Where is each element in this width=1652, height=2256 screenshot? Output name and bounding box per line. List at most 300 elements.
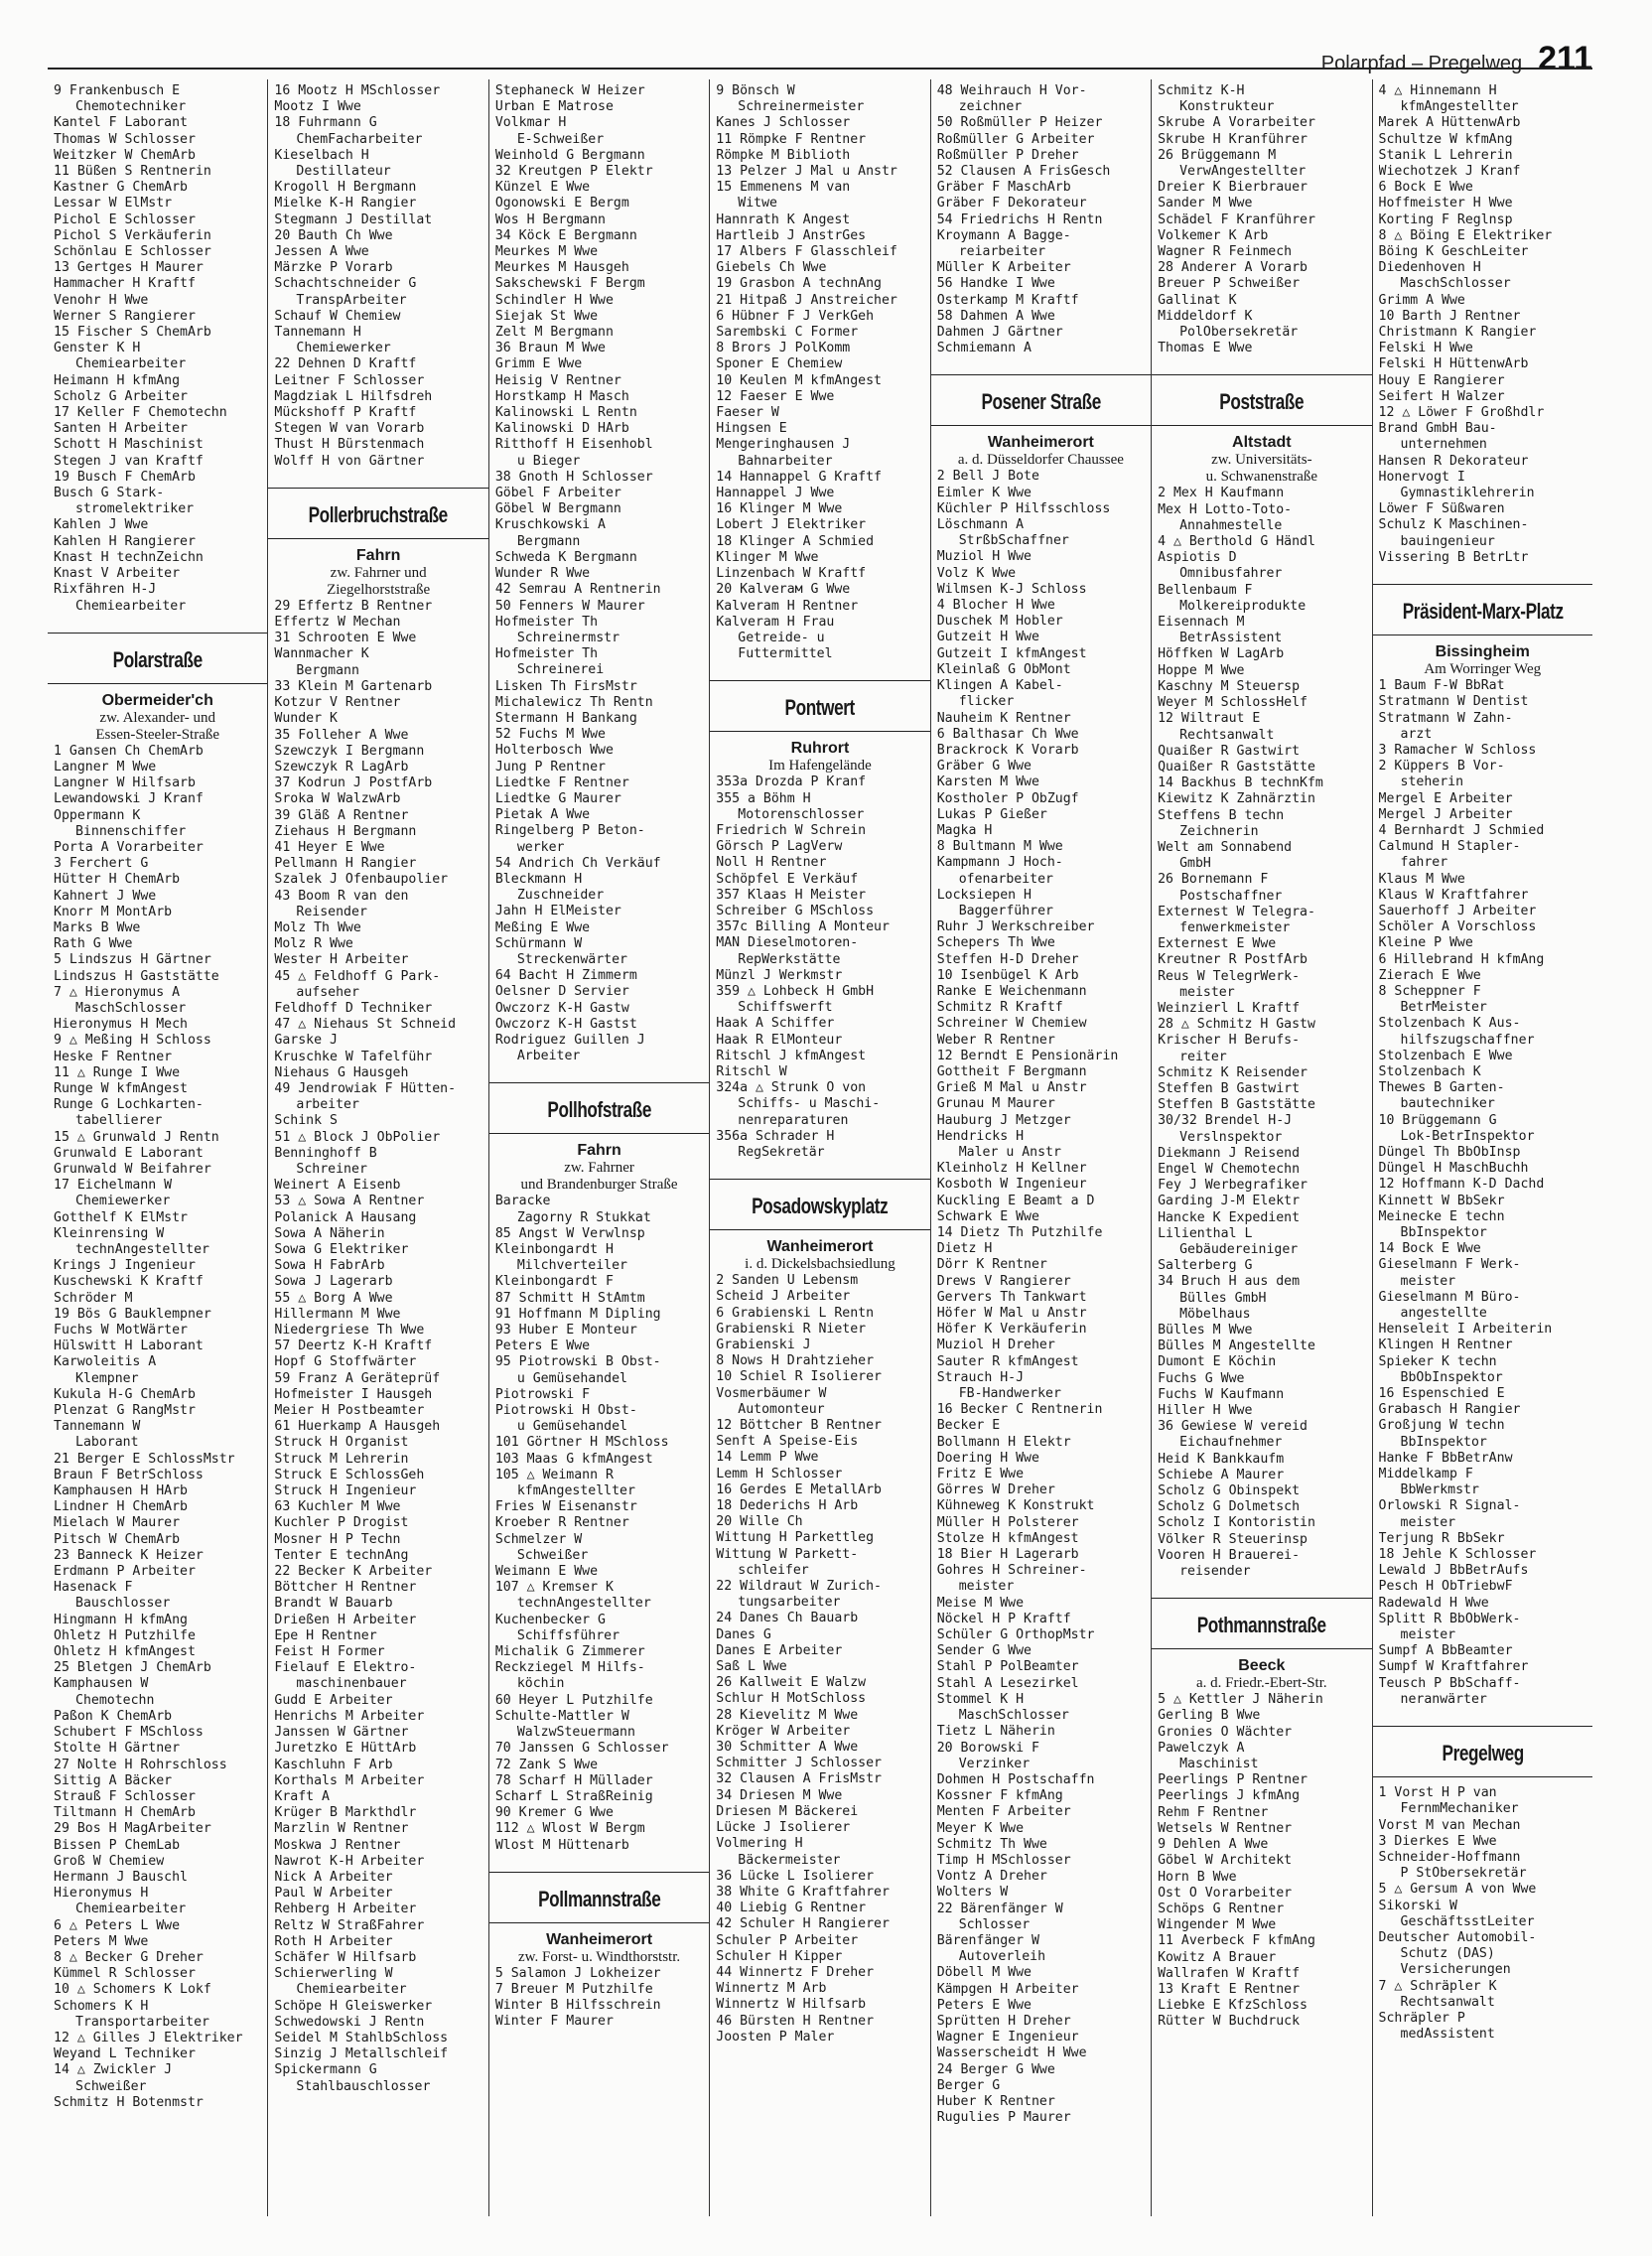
resident-entry-continuation: Motorenschlosser: [738, 806, 865, 822]
resident-entry: Erdmann P Arbeiter: [54, 1564, 196, 1580]
resident-entry: Hermann J Bauschl: [54, 1869, 188, 1885]
resident-entry-continuation: RegSekretär: [738, 1144, 825, 1160]
resident-entry: 16 Gerdes E MetallArb: [716, 1481, 882, 1497]
resident-entry: Diekmann J Reisend: [1158, 1145, 1301, 1161]
resident-entry: Spickermann G: [274, 2062, 377, 2078]
resident-entry: Hofmeister I Hausgeh: [274, 1386, 433, 1402]
resident-entry-continuation: stromelektriker: [75, 501, 195, 517]
resident-entry: Schäfer W Hilfsarb: [274, 1949, 417, 1965]
resident-entry-continuation: Chemiewerker: [75, 1194, 171, 1209]
resident-entry: Lücke J Isolierer: [716, 1820, 851, 1836]
resident-entry: 12 △ Gilles J Elektriker: [54, 2030, 243, 2045]
resident-entry: Kaschluhn F Arb: [274, 1757, 393, 1772]
resident-entry: Sender G Wwe: [936, 1643, 1032, 1659]
directory-column: [489, 79, 710, 2216]
resident-entry-continuation: Getreide- u: [738, 630, 825, 645]
resident-entry: 64 Bacht H Zimmerm: [494, 968, 637, 984]
resident-entry: Lemm H Schlosser: [716, 1466, 843, 1481]
resident-entry: Schulte-Mattler W: [494, 1708, 629, 1724]
resident-entry: 14 Lemm P Wwe: [716, 1450, 819, 1466]
resident-entry-continuation: medAssistent: [1400, 2027, 1495, 2043]
resident-entry: Vosmerbäumer W: [716, 1385, 827, 1401]
resident-entry: Düngel H MaschBuchh: [1378, 1161, 1529, 1177]
resident-entry: Holterbosch Wwe: [494, 743, 614, 759]
resident-entry-continuation: BbObInspektor: [1400, 1369, 1503, 1385]
resident-entry: Danes G: [716, 1626, 771, 1642]
resident-entry: Skrube H Kranführer: [1158, 131, 1308, 147]
resident-entry: Meier H Postbeamter: [274, 1403, 425, 1419]
resident-entry: 50 Fenners W Maurer: [494, 598, 645, 614]
resident-entry: Tietz L Näherin: [936, 1724, 1055, 1740]
resident-entry: 24 Danes Ch Bauarb: [716, 1611, 859, 1626]
district-name: Altstadt: [1232, 434, 1292, 452]
resident-entry: Hannrath K Angest: [716, 212, 851, 227]
resident-entry: Höffken W LagArb: [1158, 646, 1285, 662]
resident-entry: 28 △ Schmitz H Gastw: [1158, 1017, 1315, 1033]
resident-entry: Zelt M Bergmann: [494, 325, 614, 341]
resident-entry: Molz Th Wwe: [274, 919, 361, 935]
resident-entry: Sauerhoff J Arbeiter: [1378, 903, 1537, 918]
resident-entry: Pietak A Wwe: [494, 807, 591, 823]
street-location-note: zw. Universitäts-: [1211, 452, 1312, 469]
directory-column: [1152, 79, 1372, 2216]
resident-entry: 52 Fuchs M Wwe: [494, 727, 606, 743]
resident-entry: Sakschewski F Bergm: [494, 276, 645, 292]
resident-entry: 44 Winnertz F Dreher: [716, 1964, 875, 1980]
resident-entry-continuation: tabellierer: [75, 1113, 163, 1129]
resident-entry: 12 Berndt E Pensionärin: [936, 1048, 1119, 1063]
resident-entry: Düngel Th BbObInsp: [1378, 1144, 1521, 1160]
resident-entry: Stahl P PolBeamter: [936, 1659, 1079, 1675]
resident-entry: 33 Klein M Gartenarb: [274, 678, 433, 694]
resident-entry-continuation: meister: [1400, 1514, 1456, 1530]
resident-entry: 41 Heyer E Wwe: [274, 839, 385, 855]
resident-entry: Knorr M MontArb: [54, 904, 173, 919]
resident-entry: Drießen H Arbeiter: [274, 1612, 417, 1627]
resident-entry: 10 △ Schomers K Lokf: [54, 1982, 211, 1998]
resident-entry: 3 Dierkes E Wwe: [1378, 1833, 1497, 1849]
resident-entry: Karsten M Wwe: [936, 775, 1039, 790]
resident-entry: Peters E Wwe: [494, 1339, 591, 1354]
resident-entry: Wittung H Parkettleg: [716, 1530, 875, 1546]
resident-entry: Kamphausen H HArb: [54, 1483, 188, 1499]
resident-entry: MAN Dieselmotoren-: [716, 935, 859, 951]
resident-entry: 24 Berger G Wwe: [936, 2061, 1055, 2077]
resident-entry: 36 Lücke L Isolierer: [716, 1868, 875, 1884]
resident-entry: Weimann E Wwe: [494, 1564, 599, 1580]
resident-entry: Krüger B Markthdlr: [274, 1805, 417, 1821]
resident-entry-continuation: Autoverleih: [958, 1949, 1046, 1965]
resident-entry: 35 Folleher A Wwe: [274, 727, 409, 743]
resident-entry: 6 Balthasar Ch Wwe: [936, 726, 1079, 742]
resident-entry: Sowa H FabrArb: [274, 1258, 385, 1274]
section-rule: [489, 1133, 709, 1134]
resident-entry: Wolters W: [936, 1885, 1009, 1901]
resident-entry: Wingender M Wwe: [1158, 1917, 1277, 1933]
resident-entry: Schöps G Rentner: [1158, 1901, 1285, 1916]
resident-entry: 51 △ Block J ObPolier: [274, 1129, 441, 1145]
resident-entry: 14 Backhus B technKfm: [1158, 776, 1323, 791]
resident-entry: Fuchs G Wwe: [1158, 1370, 1245, 1386]
resident-entry: Middelkamp F: [1378, 1467, 1473, 1482]
resident-entry: Schiebe A Maurer: [1158, 1467, 1285, 1482]
resident-entry: 6 Hillebrand H kfmAng: [1378, 951, 1545, 967]
resident-entry: 8 △ Becker G Dreher: [54, 1949, 204, 1965]
resident-entry: Schmitz Th Wwe: [936, 1836, 1047, 1852]
resident-entry-continuation: maschinenbauer: [296, 1676, 407, 1692]
resident-entry: Döbell M Wwe: [936, 1965, 1032, 1981]
resident-entry: Kuchenbecker G: [494, 1612, 606, 1627]
resident-entry-continuation: MaschSchlosser: [958, 1708, 1069, 1724]
resident-entry: 42 Semrau A Rentnerin: [494, 582, 661, 598]
resident-entry-continuation: meister: [1179, 984, 1235, 1000]
resident-entry: Hillermann M Wwe: [274, 1306, 401, 1322]
resident-entry: 54 Friedrichs H Rentn: [936, 212, 1103, 227]
resident-entry-continuation: Chemotechniker: [75, 99, 187, 115]
resident-entry: Epe H Rentner: [274, 1627, 377, 1643]
resident-entry: 72 Zank S Wwe: [494, 1757, 599, 1772]
resident-entry: 18 Bier H Lagerarb: [936, 1547, 1079, 1563]
resident-entry: 357 Klaas H Meister: [716, 887, 867, 903]
resident-entry-continuation: Destillateur: [296, 164, 391, 180]
resident-entry-continuation: Gymnastiklehrerin: [1400, 486, 1535, 501]
resident-entry: Owczorz K-H Gastst: [494, 1016, 637, 1032]
resident-entry: Kastner G ChemArb: [54, 180, 188, 196]
resident-entry: Rixfähren H-J: [54, 582, 157, 598]
resident-entry: Bellenbaum F: [1158, 582, 1253, 598]
resident-entry: 20 Bauth Ch Wwe: [274, 227, 393, 243]
resident-entry: Braun F BetrSchloss: [54, 1467, 204, 1482]
section-rule: [489, 1922, 709, 1923]
resident-entry: 7 Breuer M Putzhilfe: [494, 1981, 653, 1997]
resident-entry-continuation: reisender: [1179, 1564, 1251, 1580]
resident-entry: Klaus M Wwe: [1378, 871, 1465, 887]
resident-entry-continuation: Klempner: [75, 1370, 139, 1386]
resident-entry: Feldhoff D Techniker: [274, 1000, 433, 1016]
resident-entry: Pellmann H Rangier: [274, 856, 417, 872]
resident-entry: Rehm F Rentner: [1158, 1804, 1269, 1820]
resident-entry: Henrichs M Arbeiter: [274, 1708, 425, 1724]
resident-entry: Szalek J Ofenbaupolier: [274, 872, 449, 888]
resident-entry: Schepers Th Wwe: [936, 935, 1055, 951]
resident-entry: 61 Huerkamp A Hausgeh: [274, 1419, 441, 1435]
resident-entry: Paßon K ChemArb: [54, 1708, 173, 1724]
resident-entry: Kotzur V Rentner: [274, 695, 401, 711]
page-number: 211: [1538, 40, 1592, 77]
resident-entry-continuation: steherin: [1400, 775, 1464, 790]
resident-entry: Großjung W techn: [1378, 1418, 1505, 1434]
resident-entry: Kreutner R PostfArb: [1158, 952, 1308, 968]
resident-entry: Ritthoff H Eisenhobl: [494, 437, 653, 453]
resident-entry-continuation: Konstrukteur: [1179, 99, 1275, 115]
resident-entry: Juretzko E HüttArb: [274, 1741, 417, 1757]
resident-entry: 49 Jendrowiak F Hütten-: [274, 1080, 457, 1096]
resident-entry: Skrube A Vorarbeiter: [1158, 115, 1315, 131]
resident-entry: Gottheit F Bergmann: [936, 1063, 1087, 1079]
resident-entry: Langner W Hilfsarb: [54, 776, 196, 791]
resident-entry: Hammacher H Kraftf: [54, 276, 196, 292]
resident-entry-continuation: Chemiearbeiter: [296, 1982, 407, 1998]
resident-entry: 3 Ferchert G: [54, 856, 149, 872]
resident-entry: Kalinowski L Rentn: [494, 405, 637, 421]
resident-entry: Kümmel R Schlosser: [54, 1966, 196, 1982]
resident-entry: Schuler P Arbeiter: [716, 1932, 859, 1948]
section-rule: [48, 683, 267, 684]
resident-entry-continuation: arzt: [1400, 726, 1433, 742]
resident-entry: Wallrafen W Kraftf: [1158, 1965, 1301, 1981]
resident-entry: Houy E Rangierer: [1378, 372, 1505, 388]
resident-entry: Löwer F Süßwaren: [1378, 501, 1505, 517]
resident-entry: Stahl A Lesezirkel: [936, 1675, 1079, 1691]
resident-entry: Schulz K Maschinen-: [1378, 517, 1529, 533]
street-section-header: [1379, 1726, 1586, 1777]
resident-entry: Joosten P Maler: [716, 2029, 835, 2044]
resident-entry: Weinzierl L Kraftf: [1158, 1000, 1301, 1016]
resident-entry: 10 Isenbügel K Arb: [936, 967, 1079, 983]
resident-entry: Weyand L Techniker: [54, 2046, 196, 2062]
resident-entry-continuation: flicker: [958, 694, 1015, 710]
resident-entry: Schuler H Kipper: [716, 1948, 843, 1964]
resident-entry: 10 Schiel R Isolierer: [716, 1369, 882, 1385]
resident-entry: Wetsels W Rentner: [1158, 1820, 1293, 1836]
resident-entry: Struck E SchlossGeh: [274, 1467, 425, 1482]
resident-entry: Wunder K: [274, 711, 338, 727]
resident-entry: Bollmann H Elektr: [936, 1434, 1071, 1450]
resident-entry: Liedtke F Rentner: [494, 775, 629, 790]
resident-entry: Grunau M Maurer: [936, 1096, 1055, 1112]
resident-entry: 11 Büßen S Rentnerin: [54, 164, 211, 180]
resident-entry: Struck H Ingenieur: [274, 1483, 417, 1499]
resident-entry-continuation: meister: [1400, 1273, 1456, 1289]
resident-entry: Werner S Rangierer: [54, 308, 196, 324]
resident-entry: Langner M Wwe: [54, 759, 157, 775]
resident-entry: Schmelzer W: [494, 1531, 583, 1547]
resident-entry: Hopf G Stoffwärter: [274, 1354, 417, 1370]
resident-entry: Felski H HüttenwArb: [1378, 356, 1529, 372]
resident-entry-continuation: FB-Handwerker: [958, 1386, 1061, 1402]
resident-entry: 63 Kuchler M Wwe: [274, 1499, 401, 1515]
resident-entry: Gutzeit I kfmAngest: [936, 645, 1087, 661]
resident-entry-continuation: fenwerkmeister: [1179, 919, 1291, 935]
resident-entry: Kostholer P ObZugf: [936, 790, 1079, 806]
resident-entry-continuation: Transportarbeiter: [75, 2014, 209, 2030]
resident-entry: 5 Salamon J Lokheizer: [494, 1965, 661, 1981]
resident-entry: Schmitz K Reisender: [1158, 1064, 1308, 1080]
resident-entry: 353a Drozda P Kranf: [716, 775, 867, 790]
resident-entry: 2 Bell J Bote: [936, 469, 1039, 485]
street-name: Pothmannstraße: [1196, 1613, 1326, 1638]
resident-entry: Schreiber G MSchloss: [716, 903, 875, 918]
resident-entry: Hiller H Wwe: [1158, 1403, 1253, 1419]
resident-entry: 20 Wille Ch: [716, 1514, 803, 1530]
resident-entry: Wiechotzek J Kranf: [1378, 164, 1521, 180]
resident-entry: Calmund H Stapler-: [1378, 839, 1521, 855]
resident-entry: 8 △ Böing E Elektriker: [1378, 227, 1553, 243]
resident-entry: Bülles M Wwe: [1158, 1323, 1253, 1339]
page-header: [1321, 40, 1592, 78]
resident-entry: Peters M Wwe: [54, 1933, 149, 1949]
resident-entry: Ogonowski E Bergm: [494, 196, 629, 212]
resident-entry: 9 △ Meßing H Schloss: [54, 1033, 211, 1049]
street-section-header: [54, 633, 261, 684]
resident-entry: Jessen A Wwe: [274, 244, 369, 260]
resident-entry-continuation: Automonteur: [738, 1401, 825, 1417]
resident-entry: Klingen A Kabel-: [936, 678, 1063, 694]
resident-entry: 9 Dehlen A Wwe: [1158, 1837, 1269, 1853]
resident-entry: Moskwa J Rentner: [274, 1837, 401, 1853]
resident-entry: 36 Braun M Wwe: [494, 341, 606, 356]
resident-entry: Noll H Rentner: [716, 855, 827, 871]
resident-entry: 8 Scheppner F: [1378, 983, 1481, 999]
resident-entry: Wagner R Feinmech: [1158, 244, 1293, 260]
section-rule: [1373, 634, 1592, 635]
section-rule: [1152, 425, 1371, 426]
resident-entry: Brackrock K Vorarb: [936, 742, 1079, 758]
street-location-note: i. d. Dickelsbachsiedlung: [745, 1256, 895, 1273]
resident-entry: Hieronymus H: [54, 1886, 149, 1902]
resident-entry: Thomas W Schlosser: [54, 131, 196, 147]
resident-entry: Sumpf W Kraftfahrer: [1378, 1659, 1529, 1675]
resident-entry: Hingsen E: [716, 421, 787, 437]
resident-entry: Hülswitt H Laborant: [54, 1339, 204, 1354]
resident-entry: Horstkamp H Masch: [494, 388, 629, 404]
resident-entry: Schräpler P: [1378, 2010, 1465, 2026]
resident-entry: Heid K Bankkaufm: [1158, 1451, 1285, 1467]
resident-entry: Szewczyk R LagArb: [274, 759, 409, 775]
resident-entry-continuation: Rechtsanwalt: [1179, 727, 1275, 743]
resident-entry: 32 Kreutgen P Elektr: [494, 164, 653, 180]
resident-entry: 18 Dederichs H Arb: [716, 1498, 859, 1514]
resident-entry: 36 Gewiese W vereid: [1158, 1419, 1308, 1435]
resident-entry-continuation: MaschSchlosser: [1400, 276, 1511, 292]
resident-entry: 39 Gläß A Rentner: [274, 807, 409, 823]
resident-entry: Hütter H ChemArb: [54, 872, 181, 888]
resident-entry: Fielauf E Elektro-: [274, 1660, 417, 1676]
resident-entry: Externest E Wwe: [1158, 936, 1277, 952]
resident-entry: 28 Anderer A Vorarb: [1158, 260, 1308, 276]
resident-entry-continuation: VerwAngestellter: [1179, 164, 1307, 180]
resident-entry: Breuer P Schweißer: [1158, 276, 1301, 292]
resident-entry-continuation: Baggerführer: [958, 903, 1053, 918]
resident-entry: Kroeber R Rentner: [494, 1515, 629, 1531]
resident-entry: Märzke P Vorarb: [274, 260, 393, 276]
resident-entry: 10 Keulen M kfmAngest: [716, 372, 882, 388]
resident-entry: Sprütten H Dreher: [936, 2013, 1071, 2029]
resident-entry: Dohmen H Postschaffn: [936, 1771, 1095, 1787]
resident-entry-continuation: Chemiearbeiter: [75, 598, 187, 614]
resident-entry: Sander M Wwe: [1158, 196, 1253, 212]
resident-entry-continuation: Bauschlosser: [75, 1596, 171, 1612]
resident-entry-continuation: aufseher: [296, 984, 359, 1000]
resident-entry: Kalveram H Frau: [716, 614, 835, 630]
resident-entry: Garding J-M Elektr: [1158, 1194, 1301, 1209]
resident-entry: 43 Boom R van den: [274, 888, 409, 904]
resident-entry: Sowa A Näherin: [274, 1225, 385, 1241]
resident-entry: Göbel F Arbeiter: [494, 486, 621, 501]
resident-entry: Sauter R kfmAngest: [936, 1353, 1079, 1369]
resident-entry: 103 Maas G kfmAngest: [494, 1451, 653, 1467]
district-name: Wanheimerort: [987, 434, 1094, 452]
resident-entry: Struck M Lehrerin: [274, 1451, 409, 1467]
resident-entry: Stolte H Gärtner: [54, 1741, 181, 1757]
resident-entry: 9 Bönsch W: [716, 83, 795, 98]
resident-entry: Steffen B Gastwirt: [1158, 1080, 1301, 1096]
resident-entry: Groß W Chemiew: [54, 1853, 165, 1869]
resident-entry: Pitsch W ChemArb: [54, 1531, 181, 1547]
resident-entry: Müller K Arbeiter: [936, 260, 1071, 276]
resident-entry: Kuckling E Beamt a D: [936, 1193, 1095, 1208]
resident-entry: Hartleib J AnstrGes: [716, 227, 867, 243]
resident-entry-continuation: WalzwSteuermann: [516, 1725, 635, 1741]
resident-entry: Stratmann W Zahn-: [1378, 710, 1513, 726]
resident-entry: 5 Lindszus H Gärtner: [54, 952, 211, 968]
street-section-header: [495, 1082, 703, 1134]
resident-entry: Rath G Wwe: [54, 936, 133, 952]
resident-entry: 2 Mex H Kaufmann: [1158, 486, 1285, 501]
resident-entry: 70 Janssen G Schlosser: [494, 1741, 669, 1757]
resident-entry: Pichol E Schlosser: [54, 212, 196, 227]
resident-entry: Künzel E Wwe: [494, 180, 591, 196]
resident-entry: Weinert A Eisenb: [274, 1178, 401, 1194]
street-name: Pollhofstraße: [547, 1097, 651, 1123]
resident-entry-continuation: u Bieger: [516, 453, 581, 469]
resident-entry: Kuchler P Drogist: [274, 1515, 409, 1531]
resident-entry: Marzlin W Rentner: [274, 1821, 409, 1837]
resident-entry: Kahlen H Rangierer: [54, 533, 196, 549]
directory-columns: [48, 79, 1592, 2216]
resident-entry-continuation: Omnibusfahrer: [1179, 566, 1283, 582]
resident-entry-continuation: BbWerkmstr: [1400, 1482, 1479, 1498]
street-name: Pontwert: [784, 695, 856, 721]
resident-entry: 10 Brüggemann G: [1378, 1112, 1497, 1128]
resident-entry: Gieselmann F Werk-: [1378, 1257, 1521, 1273]
resident-entry: 11 Römpke F Rentner: [716, 131, 867, 147]
resident-entry: Schüler G OrthopMstr: [936, 1627, 1095, 1643]
resident-entry: 22 Becker K Arbeiter: [274, 1564, 433, 1580]
resident-entry: Henseleit I Arbeiterin: [1378, 1322, 1553, 1338]
resident-entry: 9 Frankenbusch E: [54, 83, 181, 98]
resident-entry: 16 Klinger M Wwe: [716, 501, 843, 517]
street-location-note: u. Schwanenstraße: [1205, 469, 1318, 486]
resident-entry: Sikorski W: [1378, 1898, 1457, 1913]
resident-entry-continuation: GeschäftsstLeiter: [1400, 1913, 1535, 1929]
resident-entry: Molz R Wwe: [274, 936, 353, 952]
resident-entry: Kuschewski K Kraftf: [54, 1274, 204, 1290]
street-name: Pregelweg: [1442, 1741, 1524, 1766]
resident-entry: Stermann H Bankang: [494, 710, 637, 726]
resident-entry-continuation: Bergmann: [296, 662, 359, 678]
resident-entry: 52 Clausen A FrisGesch: [936, 164, 1111, 180]
street-name: Posener Straße: [981, 389, 1101, 415]
resident-entry: 19 Bös G Bauklempner: [54, 1306, 211, 1322]
resident-entry: Grimm A Wwe: [1378, 292, 1465, 308]
resident-entry-continuation: Chemiewerker: [296, 341, 391, 356]
resident-entry: Szewczyk I Bergmann: [274, 743, 425, 759]
resident-entry-continuation: arbeiter: [296, 1097, 359, 1113]
resident-entry: 15 △ Grunwald J Rentn: [54, 1129, 219, 1145]
resident-entry: 14 Bock E Wwe: [1378, 1241, 1481, 1257]
resident-entry: Horn B Wwe: [1158, 1869, 1237, 1885]
resident-entry: Reus W TelegrWerk-: [1158, 968, 1301, 984]
resident-entry: Ohletz H kfmAngest: [54, 1644, 196, 1660]
resident-entry: Gohres H Schreiner-: [936, 1563, 1087, 1579]
resident-entry: 60 Heyer L Putzhilfe: [494, 1692, 653, 1708]
header-rule: [48, 68, 1592, 70]
resident-entry: Reckziegel M Hilfs-: [494, 1660, 645, 1676]
resident-entry: Schröder M: [54, 1290, 133, 1306]
resident-entry: Wilmsen K-J Schloss: [936, 581, 1087, 597]
resident-entry: Faeser W: [716, 405, 779, 421]
